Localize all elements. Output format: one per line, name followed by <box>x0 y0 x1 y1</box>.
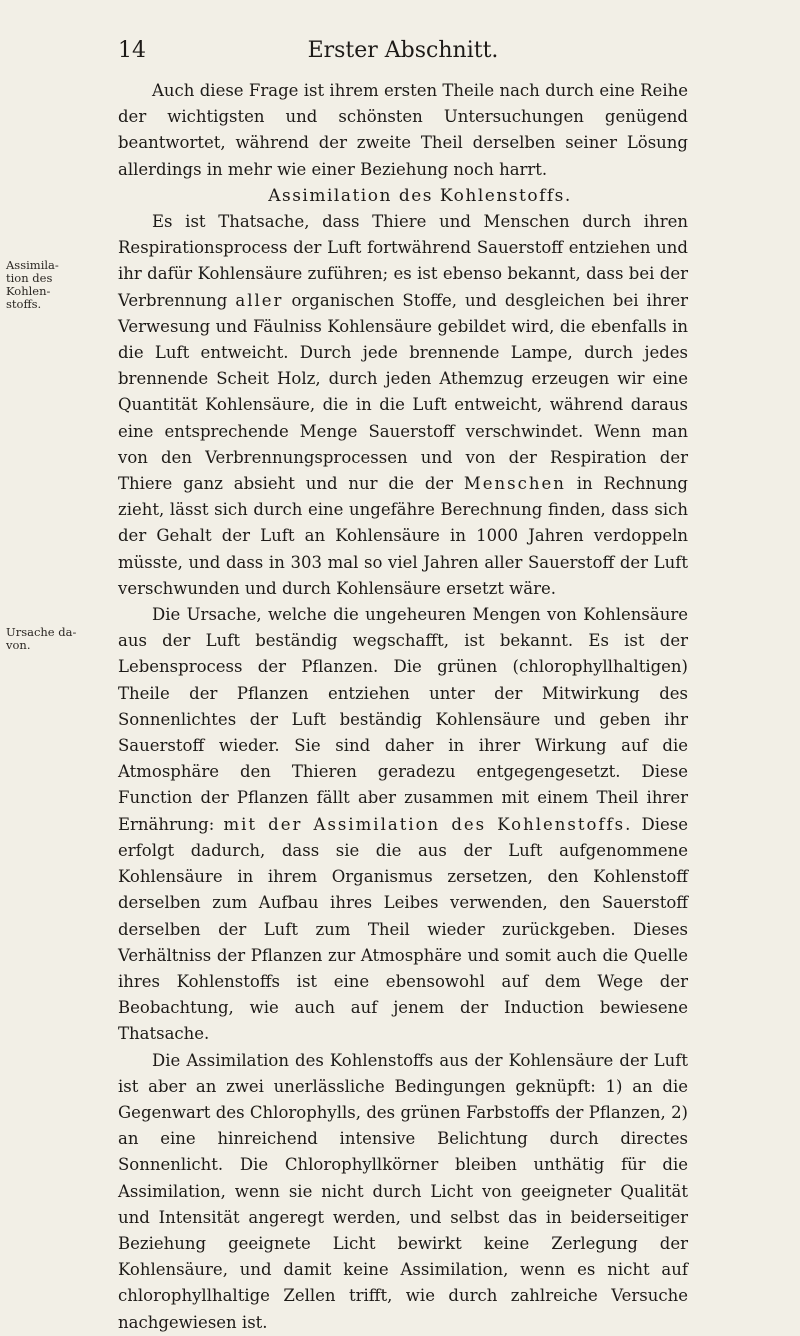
margin-note-assimilation <box>6 259 106 311</box>
text-run: Die Ursache, welche die ungeheuren Mengen von Kohlensäure aus der Luft beständig wegschafft, ist bekannt. Es ist der Lebensprocess der Pflanzen. Die grünen (chlorophyllhaltigen) Theile der Pflanzen entziehen unter der Mitwirkung des Sonnenlichtes der Luft beständig Kohlensäure und geben ihr Sauerstoff wieder. Sie sind daher in ihrer Wirkung auf die Atmosphäre den Thieren geradezu entgegengesetzt. Diese Function der Pflanzen fällt aber zusammen mit einem Theil ihrer Ernährung: <box>118 605 688 834</box>
body-text <box>118 78 688 1336</box>
section-heading: Assimilation des Kohlenstoffs. <box>268 185 572 206</box>
margin-note-line: Ursache da- <box>6 625 77 639</box>
margin-note-cause <box>6 626 106 652</box>
emphasis-text: Menschen <box>463 474 566 494</box>
text-run: in Rechnung zieht, lässt sich durch eine ungefähre Berechnung finden, dass sich der Gehalt der Luft an Kohlensäure in 1000 Jahren verdoppeln müsste, und dass in 303 mal so viel Jahren aller Sauerstoff der Luft verschwunden und durch Kohlensäure ersetzt wäre. <box>118 474 688 598</box>
paragraph-3: Die Assimilation des Kohlenstoffs aus der Kohlensäure der Luft ist aber an zwei unerlässliche Bedingungen geknüpft: 1) an die Gegenwart des Chlorophylls, des grünen Farbstoffs der Pflanzen, 2) an eine hinreichend intensive Belichtung durch directes Sonnenlicht. Die Chlorophyllkörner bleiben unthätig für die Assimilation, wenn sie nicht durch Licht von geeigneter Qualität und Intensität angeregt werden, und selbst das in beiderseitiger Beziehung geeignete Licht bewirkt keine Zerlegung der Kohlensäure, und damit keine Assimilation, wenn es nicht auf chlorophyllhaltige Zellen trifft, wie durch zahlreiche Versuche nachgewiesen ist. <box>118 1050 688 1332</box>
margin-note-line: stoffs. <box>6 297 42 311</box>
margin-note-line: tion des <box>6 271 53 285</box>
margin-note-line: Kohlen- <box>6 284 51 298</box>
margin-note-line: Assimila- <box>6 258 59 272</box>
text-run: Es ist Thatsache, dass Thiere und Menschen durch ihren Respirationsprocess der Luft fortwährend Sauerstoff entziehen und ihr dafür Kohlensäure zuführen; es ist ebenso bekannt, dass bei der Verbrennung <box>118 212 688 310</box>
page-header <box>118 38 688 68</box>
margin-note-line: von. <box>6 638 31 652</box>
chapter-title: Erster Abschnitt. <box>307 38 499 63</box>
text-run: Diese erfolgt dadurch, dass sie die aus der Luft aufgenommene Kohlensäure in ihrem Organismus zersetzen, den Kohlenstoff derselben zum Aufbau ihres Leibes verwenden, den Sauerstoff derselben der Luft zum Theil wieder zurückgeben. Dieses Verhältniss der Pflanzen zur Atmosphäre und somit auch die Quelle ihres Kohlenstoffs ist eine ebensowohl auf dem Wege der Beobachtung, wie auch auf jenem der Induction bewiesene Thatsache. <box>118 814 689 1044</box>
emphasis-text: aller <box>235 290 284 310</box>
paragraph-1 <box>118 209 688 602</box>
emphasis-text: mit der Assimilation des Kohlenstoffs. <box>223 814 633 834</box>
intro-paragraph: Auch diese Frage ist ihrem ersten Theile nach durch eine Reihe der wichtigsten und schönsten Untersuchungen genügend beantwortet, während der zweite Theil derselben seiner Lösung allerdings in mehr wie einer Beziehung noch harrt. <box>118 81 688 179</box>
page-number: 14 <box>118 38 146 63</box>
paragraph-2 <box>118 602 688 1047</box>
text-run: organischen Stoffe, und desgleichen bei ihrer Verwesung und Fäulniss Kohlensäure gebildet wird, die ebenfalls in die Luft entweicht. Durch jede brennende Lampe, durch jedes brennende Scheit Holz, durch jeden Athemzug erzeugen wir eine Quantität Kohlensäure, die in die Luft entweicht, während daraus eine entsprechende Menge Sauerstoff verschwindet. Wenn man von den Verbrennungsprocessen und von der Respiration der Thiere ganz absieht und nur die der <box>118 290 688 494</box>
